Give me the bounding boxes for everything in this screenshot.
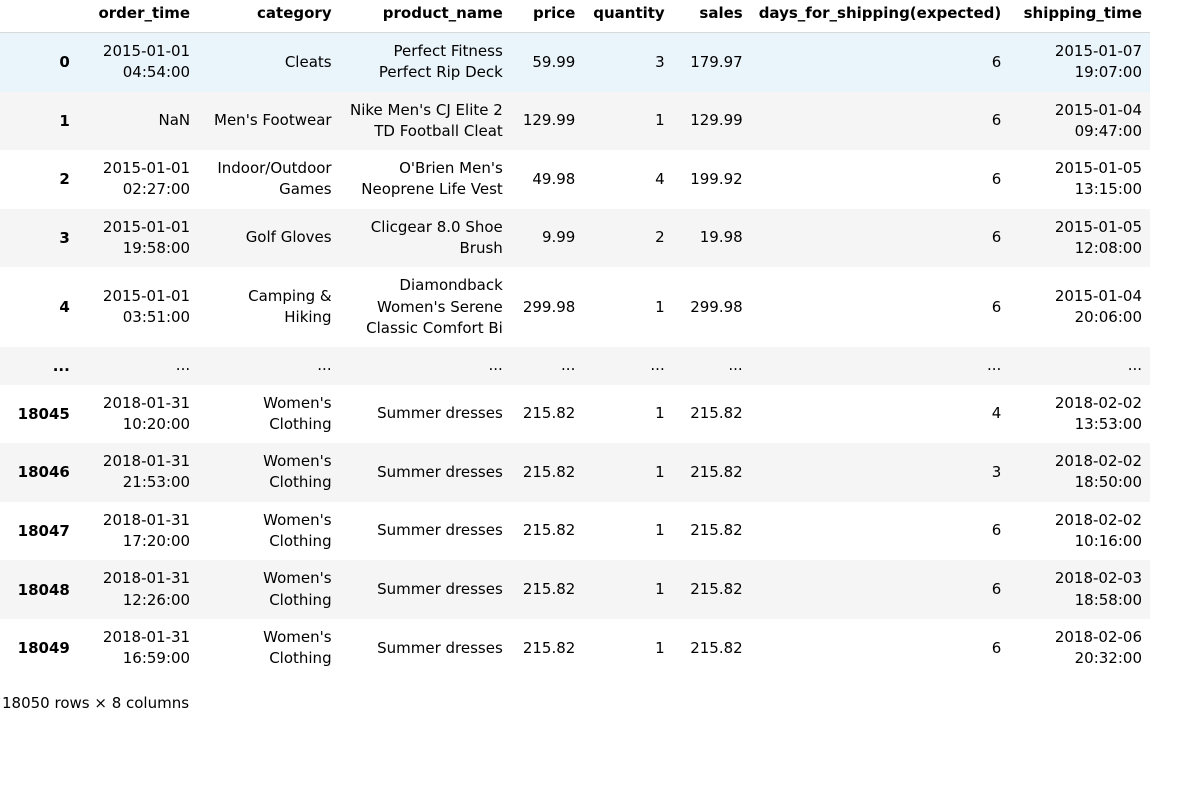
column-header-price: price <box>511 0 584 33</box>
cell-product-name: Perfect Fitness Perfect Rip Deck <box>378 42 503 82</box>
column-header-days-for-shipping-expected: days_for_shipping(expected) <box>751 0 1010 33</box>
cell-quantity: 3 <box>655 52 665 71</box>
table-row <box>0 347 1150 384</box>
table-row <box>0 560 1150 619</box>
row-index-label: 2 <box>59 170 70 189</box>
cell-category: ... <box>317 356 332 375</box>
cell-days-for-shipping-expected: 6 <box>991 521 1002 540</box>
cell-quantity: 1 <box>655 579 665 598</box>
table-row <box>0 209 1150 268</box>
cell-category: Women's Clothing <box>263 510 332 551</box>
cell-category: Women's Clothing <box>263 627 332 668</box>
cell-product-name: Summer dresses <box>377 579 503 598</box>
cell-order-time: 2015-01-01 02:27:00 <box>102 159 191 199</box>
cell-category: Men's Footwear <box>214 111 332 130</box>
table-row <box>0 443 1150 502</box>
cell-shipping-time: 2015-01-05 12:08:00 <box>1054 217 1142 258</box>
cell-category: Camping & Hiking <box>248 287 332 327</box>
cell-quantity: 1 <box>655 404 665 423</box>
cell-shipping-time: 2015-01-07 19:07:00 <box>1054 42 1142 82</box>
cell-category: Women's Clothing <box>263 569 332 609</box>
cell-category: Golf Gloves <box>245 228 332 247</box>
row-index-label: 18048 <box>17 580 70 599</box>
cell-days-for-shipping-expected: 6 <box>991 169 1002 188</box>
row-index-label: 18047 <box>17 522 70 541</box>
row-index-label: ... <box>52 356 70 375</box>
cell-order-time: 2018-01-31 17:20:00 <box>102 510 191 551</box>
cell-shipping-time: 2018-02-02 10:16:00 <box>1054 510 1142 551</box>
table-row <box>0 150 1150 209</box>
cell-sales: ... <box>728 356 743 375</box>
cell-product-name: O'Brien Men's Neoprene Life Vest <box>361 159 503 199</box>
cell-product-name: Summer dresses <box>377 638 503 657</box>
cell-quantity: 2 <box>655 228 665 247</box>
cell-days-for-shipping-expected: 4 <box>991 404 1002 423</box>
table-row <box>0 92 1150 151</box>
column-header-quantity: quantity <box>583 0 672 33</box>
column-header-product-name: product_name <box>340 0 511 33</box>
cell-quantity: 1 <box>655 462 665 481</box>
cell-sales: 129.99 <box>690 111 743 130</box>
cell-price: 215.82 <box>522 521 576 540</box>
column-header-category: category <box>198 0 339 33</box>
cell-category: Cleats <box>284 52 332 71</box>
cell-price: 215.82 <box>522 462 576 481</box>
cell-sales: 215.82 <box>690 521 743 540</box>
cell-order-time: 2018-01-31 12:26:00 <box>102 569 191 609</box>
cell-order-time: 2018-01-31 21:53:00 <box>102 452 191 492</box>
cell-quantity: 4 <box>655 169 665 188</box>
cell-price: 49.98 <box>532 169 576 188</box>
cell-product-name: Nike Men's CJ Elite 2 TD Football Cleat <box>349 100 503 140</box>
cell-sales: 19.98 <box>699 228 743 247</box>
table-row <box>0 33 1150 92</box>
column-header-order-time: order_time <box>78 0 198 33</box>
cell-quantity: 1 <box>655 297 665 316</box>
cell-category: Women's Clothing <box>263 393 332 433</box>
cell-category: Women's Clothing <box>263 452 332 492</box>
cell-order-time: 2018-01-31 10:20:00 <box>102 393 191 433</box>
row-index-label: 0 <box>59 53 70 72</box>
cell-price: 215.82 <box>522 404 576 423</box>
cell-product-name: Summer dresses <box>377 521 503 540</box>
cell-order-time: 2018-01-31 16:59:00 <box>102 627 191 668</box>
cell-days-for-shipping-expected: 6 <box>991 111 1002 130</box>
header-row <box>0 0 1150 33</box>
column-header-index <box>0 0 78 33</box>
cell-shipping-time: 2018-02-02 13:53:00 <box>1054 393 1142 433</box>
cell-shipping-time: 2015-01-05 13:15:00 <box>1054 159 1142 199</box>
cell-price: 9.99 <box>541 228 576 247</box>
cell-days-for-shipping-expected: 6 <box>991 52 1002 71</box>
cell-quantity: 1 <box>655 638 665 657</box>
cell-days-for-shipping-expected: ... <box>986 356 1002 375</box>
table-row <box>0 502 1150 561</box>
cell-order-time: 2015-01-01 04:54:00 <box>102 42 191 82</box>
cell-price: ... <box>561 356 576 375</box>
row-index-label: 4 <box>59 298 70 317</box>
cell-days-for-shipping-expected: 6 <box>991 579 1002 598</box>
cell-price: 59.99 <box>532 52 576 71</box>
cell-quantity: ... <box>650 356 665 375</box>
cell-product-name: Summer dresses <box>377 404 503 423</box>
cell-days-for-shipping-expected: 3 <box>991 462 1002 481</box>
cell-sales: 199.92 <box>690 169 743 188</box>
cell-shipping-time: ... <box>1127 356 1142 375</box>
cell-shipping-time: 2018-02-02 18:50:00 <box>1054 452 1142 492</box>
cell-order-time: NaN <box>158 111 191 130</box>
column-header-sales: sales <box>673 0 751 33</box>
cell-shipping-time: 2018-02-06 20:32:00 <box>1054 627 1142 668</box>
cell-order-time: 2015-01-01 19:58:00 <box>102 217 191 258</box>
cell-sales: 179.97 <box>690 52 743 71</box>
cell-price: 299.98 <box>522 297 576 316</box>
cell-product-name: Diamondback Women's Serene Classic Comfort Bi <box>366 276 503 337</box>
cell-shipping-time: 2015-01-04 20:06:00 <box>1054 287 1142 327</box>
cell-sales: 215.82 <box>690 579 743 598</box>
cell-days-for-shipping-expected: 6 <box>991 228 1002 247</box>
cell-sales: 215.82 <box>690 404 743 423</box>
cell-days-for-shipping-expected: 6 <box>991 638 1002 657</box>
cell-sales: 299.98 <box>690 297 743 316</box>
row-index-label: 18046 <box>17 463 70 482</box>
row-index-label: 18045 <box>17 404 70 423</box>
row-index-label: 18049 <box>17 639 70 658</box>
cell-category: Indoor/Outdoor Games <box>217 159 332 199</box>
cell-product-name: Clicgear 8.0 Shoe Brush <box>370 217 503 258</box>
cell-order-time: ... <box>175 356 191 375</box>
cell-sales: 215.82 <box>690 462 743 481</box>
cell-sales: 215.82 <box>690 638 743 657</box>
table-header <box>0 0 1150 33</box>
cell-price: 129.99 <box>522 111 576 130</box>
cell-shipping-time: 2018-02-03 18:58:00 <box>1054 569 1142 609</box>
cell-quantity: 1 <box>655 111 665 130</box>
row-index-label: 3 <box>59 229 70 248</box>
cell-order-time: 2015-01-01 03:51:00 <box>102 287 191 327</box>
cell-product-name: Summer dresses <box>377 462 503 481</box>
cell-price: 215.82 <box>522 638 576 657</box>
table-row <box>0 385 1150 444</box>
cell-shipping-time: 2015-01-04 09:47:00 <box>1054 100 1142 140</box>
cell-quantity: 1 <box>655 521 665 540</box>
dataframe-shape-caption: 18050 rows × 8 columns <box>2 693 190 712</box>
table-body <box>0 33 1150 678</box>
table-row <box>0 619 1150 678</box>
cell-price: 215.82 <box>522 579 576 598</box>
column-header-shipping-time: shipping_time <box>1009 0 1150 33</box>
row-index-label: 1 <box>59 111 70 130</box>
cell-product-name: ... <box>488 356 503 375</box>
table-row <box>0 267 1150 347</box>
cell-days-for-shipping-expected: 6 <box>991 297 1002 316</box>
